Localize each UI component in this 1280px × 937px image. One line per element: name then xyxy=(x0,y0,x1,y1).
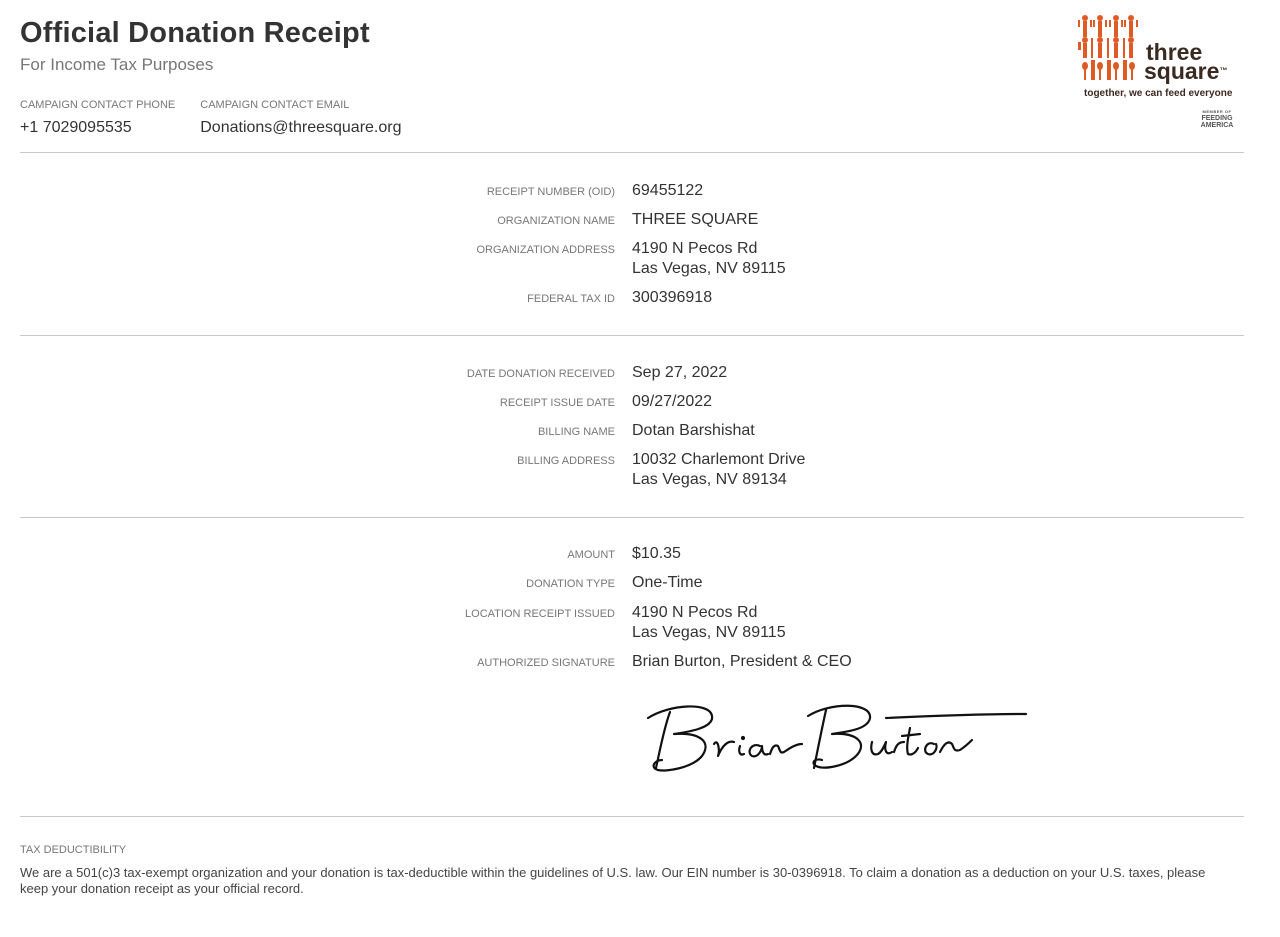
date-received-label: DATE DONATION RECEIVED xyxy=(466,368,615,380)
billing-address-value xyxy=(632,450,805,490)
donation-type-value: One-Time xyxy=(632,574,703,591)
feeding-america-line2: AMERICA xyxy=(1200,122,1234,129)
feeding-america-line1: FEEDING xyxy=(1201,115,1233,122)
org-name-value: THREE SQUARE xyxy=(632,211,759,228)
page-subtitle: For Income Tax Purposes xyxy=(20,55,214,74)
feeding-america-logo xyxy=(1196,108,1238,129)
three-square-logo xyxy=(1078,14,1244,132)
amount-value: $10.35 xyxy=(632,545,681,562)
org-name-label: ORGANIZATION NAME xyxy=(497,215,615,227)
logo-trademark: ™ xyxy=(1219,66,1228,75)
page-title: Official Donation Receipt xyxy=(20,17,370,49)
location-line2: Las Vegas, NV 89115 xyxy=(632,624,786,641)
authorized-signature-label: AUTHORIZED SIGNATURE xyxy=(477,657,615,669)
handwritten-signature xyxy=(640,698,1032,780)
billing-address-line1: 10032 Charlemont Drive xyxy=(632,451,806,468)
people-utensils-icon xyxy=(1078,14,1140,82)
authorized-signature-value: Brian Burton, President & CEO xyxy=(632,653,852,670)
tax-deductibility-text: We are a 501(c)3 tax-exempt organization and your donation is tax-deductible within the guidelines of U.S. law. Our EIN number is 30-0396918. To claim a donation as a deduction on your U.S. taxes, please keep your donation receipt as your official record. xyxy=(20,865,1206,896)
logo-word-square xyxy=(1144,60,1227,82)
contact-phone-value: +1 7029095535 xyxy=(20,119,132,136)
tax-deductibility-label: TAX DEDUCTIBILITY xyxy=(20,844,127,856)
tax-id-value: 300396918 xyxy=(632,289,713,306)
divider-header xyxy=(20,152,1244,153)
divider-payment xyxy=(20,816,1244,817)
logo-word-three: three xyxy=(1146,39,1203,65)
org-address-line2: Las Vegas, NV 89115 xyxy=(632,260,786,277)
divider-donation xyxy=(20,517,1244,518)
tax-id-label: FEDERAL TAX ID xyxy=(527,293,615,305)
location-value xyxy=(632,603,786,643)
billing-address-label: BILLING ADDRESS xyxy=(517,455,615,467)
issue-date-label: RECEIPT ISSUE DATE xyxy=(499,397,615,409)
divider-organization xyxy=(20,335,1244,336)
receipt-header xyxy=(20,14,1244,154)
receipt-number-label: RECEIPT NUMBER (OID) xyxy=(486,186,615,198)
billing-address-line2: Las Vegas, NV 89134 xyxy=(632,471,787,488)
org-address-value xyxy=(632,239,786,279)
billing-name-label: BILLING NAME xyxy=(537,426,615,438)
logo-word-square-text: square xyxy=(1144,58,1220,84)
location-label: LOCATION RECEIPT ISSUED xyxy=(465,608,615,620)
issue-date-value: 09/27/2022 xyxy=(632,393,713,410)
feeding-america-member-text: MEMBER OF xyxy=(1202,109,1232,114)
receipt-number-value: 69455122 xyxy=(632,182,704,199)
location-line1: 4190 N Pecos Rd xyxy=(632,604,758,621)
donation-type-label: DONATION TYPE xyxy=(526,578,615,590)
org-address-label: ORGANIZATION ADDRESS xyxy=(476,244,615,256)
contact-email-value: Donations@threesquare.org xyxy=(200,119,402,136)
contact-email-block xyxy=(200,98,401,138)
billing-name-value: Dotan Barshishat xyxy=(632,422,755,439)
contact-email-label: CAMPAIGN CONTACT EMAIL xyxy=(200,99,350,111)
contact-phone-label: CAMPAIGN CONTACT PHONE xyxy=(20,99,176,111)
org-address-line1: 4190 N Pecos Rd xyxy=(632,240,758,257)
campaign-contacts xyxy=(20,98,427,138)
logo-tagline: together, we can feed everyone xyxy=(1084,88,1233,99)
date-received-value: Sep 27, 2022 xyxy=(632,364,728,381)
amount-label: AMOUNT xyxy=(567,549,615,561)
contact-phone-block xyxy=(20,98,175,138)
